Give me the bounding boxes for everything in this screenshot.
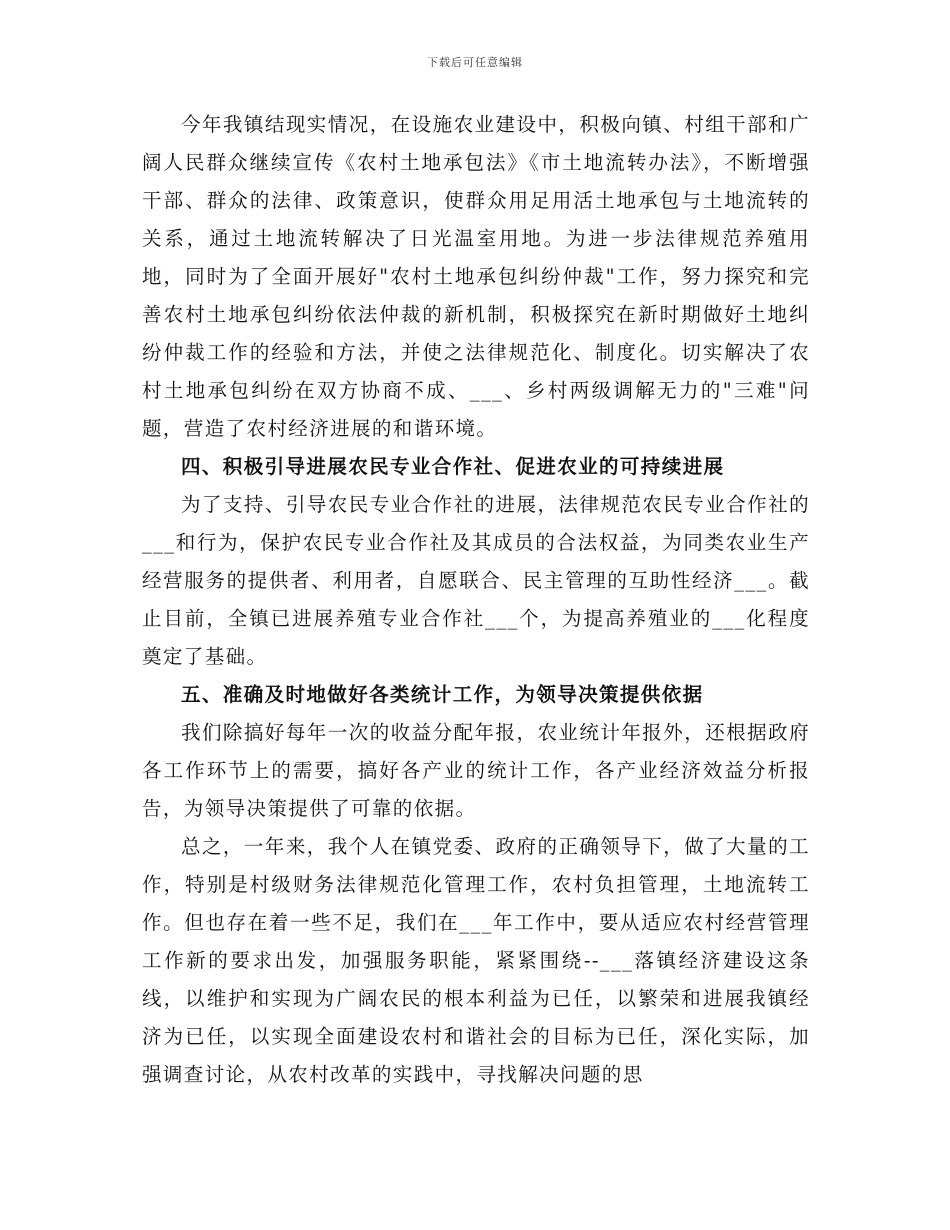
section-heading-5: 五、准确及时地做好各类统计工作，为领导决策提供依据	[181, 683, 704, 706]
paragraph-statistics: 我们除搞好每年一次的收益分配年报，农业统计年报外，还根据政府各工作环节上的需要，搞好各产业的统计工作，各产业经济效益分析报告，为领导决策提供了可靠的依据。	[142, 721, 810, 820]
section-heading-4: 四、积极引导进展农民专业合作社、促进农业的可持续进展	[181, 455, 725, 478]
document-body	[142, 106, 810, 1094]
paragraph-summary: 总之，一年来，我个人在镇党委、政府的正确领导下，做了大量的工作，特别是村级财务法律规范化管理工作，农村负担管理，土地流转工作。但也存在着一些不足，我们在___年工作中，要从适应农村经营管理工作新的要求出发，加强服务职能，紧紧围绕--___落镇经济建设这条线，以维护和实现为广阔农民的根本利益为已任，以繁荣和进展我镇经济为已任，以实现全面建设农村和谐社会的目标为已任，深化实际，加强调查讨论，从农村改革的实践中，寻找解决问题的思	[142, 835, 810, 1086]
page-header-note: 下载后可任意编辑	[427, 56, 523, 69]
paragraph-cooperatives: 为了支持、引导农民专业合作社的进展，法律规范农民专业合作社的___和行为，保护农民专业合作社及其成员的合法权益，为同类农业生产经营服务的提供者、利用者，自愿联合、民主管理的互助性经济___。截止目前，全镇已进展养殖专业合作社___个，为提高养殖业的___化程度奠定了基础。	[142, 493, 810, 668]
paragraph-land-contract: 今年我镇结现实情况，在设施农业建设中，积极向镇、村组干部和广阔人民群众继续宣传《农村土地承包法》《市土地流转办法》，不断增强干部、群众的法律、政策意识，使群众用足用活土地承包与土地流转的关系，通过土地流转解决了日光温室用地。为进一步法律规范养殖用地，同时为了全面开展好"农村土地承包纠纷仲裁"工作，努力探究和完善农村土地承包纠纷依法仲裁的新机制，积极探究在新时期做好土地纠纷仲裁工作的经验和方法，并使之法律规范化、制度化。切实解决了农村土地承包纠纷在双方协商不成、___、乡村两级调解无力的"三难"问题，营造了农村经济进展的和谐环境。	[142, 113, 810, 440]
